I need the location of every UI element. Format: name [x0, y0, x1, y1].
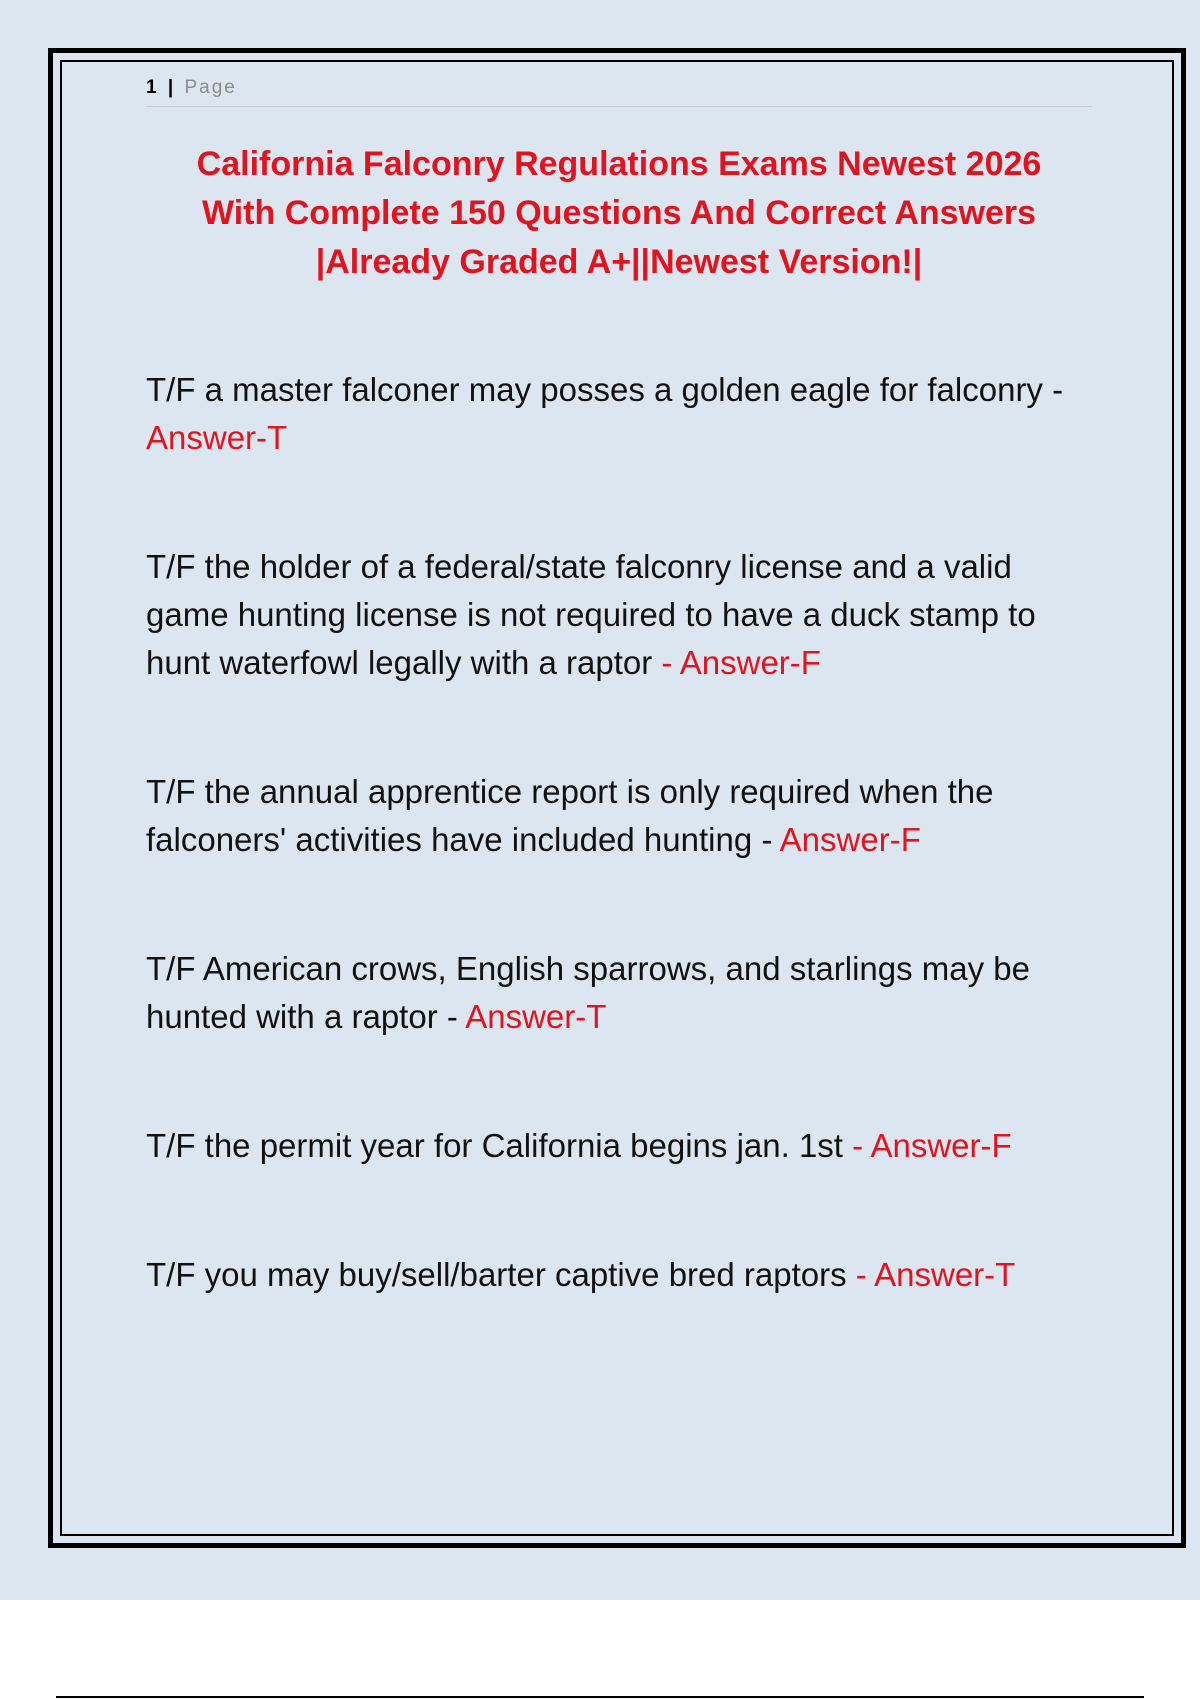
title-line-3: |Already Graded A+||Newest Version!| — [315, 243, 923, 281]
question-item — [146, 945, 1092, 1041]
question-text: T/F the holder of a federal/state falconry license and a valid game hunting license is not required to have a duck stamp to hunt waterfowl legally with a raptor — [146, 548, 1036, 681]
footer-divider — [56, 1696, 1144, 1698]
answer-text: - Answer-F — [852, 1127, 1012, 1164]
question-list — [146, 366, 1092, 1380]
page-header — [146, 76, 1092, 107]
page-number: 1 — [146, 77, 159, 98]
question-text: T/F the annual apprentice report is only required when the falconers' activities have included hunting - — [146, 773, 994, 858]
page-separator: | — [167, 77, 176, 98]
question-item — [146, 768, 1092, 864]
answer-text: Answer-T — [465, 998, 607, 1035]
question-item — [146, 1122, 1092, 1170]
question-text: T/F American crows, English sparrows, and starlings may be hunted with a raptor - — [146, 950, 1030, 1035]
question-item — [146, 1251, 1092, 1299]
document-title — [146, 140, 1092, 287]
answer-text: Answer-F — [779, 821, 921, 858]
answer-text: Answer-T — [146, 419, 288, 456]
answer-text: - Answer-T — [855, 1256, 1016, 1293]
answer-text: - Answer-F — [661, 644, 821, 681]
page-label: Page — [184, 77, 237, 98]
question-text: T/F you may buy/sell/barter captive bred raptors — [146, 1256, 856, 1293]
question-item — [146, 543, 1092, 687]
title-line-1: California Falconry Regulations Exams Newest 2026 — [196, 145, 1042, 183]
question-text: T/F a master falconer may posses a golden eagle for falconry - — [146, 371, 1064, 408]
title-line-2: With Complete 150 Questions And Correct Answers — [201, 194, 1037, 232]
question-text: T/F the permit year for California begins jan. 1st — [146, 1127, 853, 1164]
question-item — [146, 366, 1092, 462]
